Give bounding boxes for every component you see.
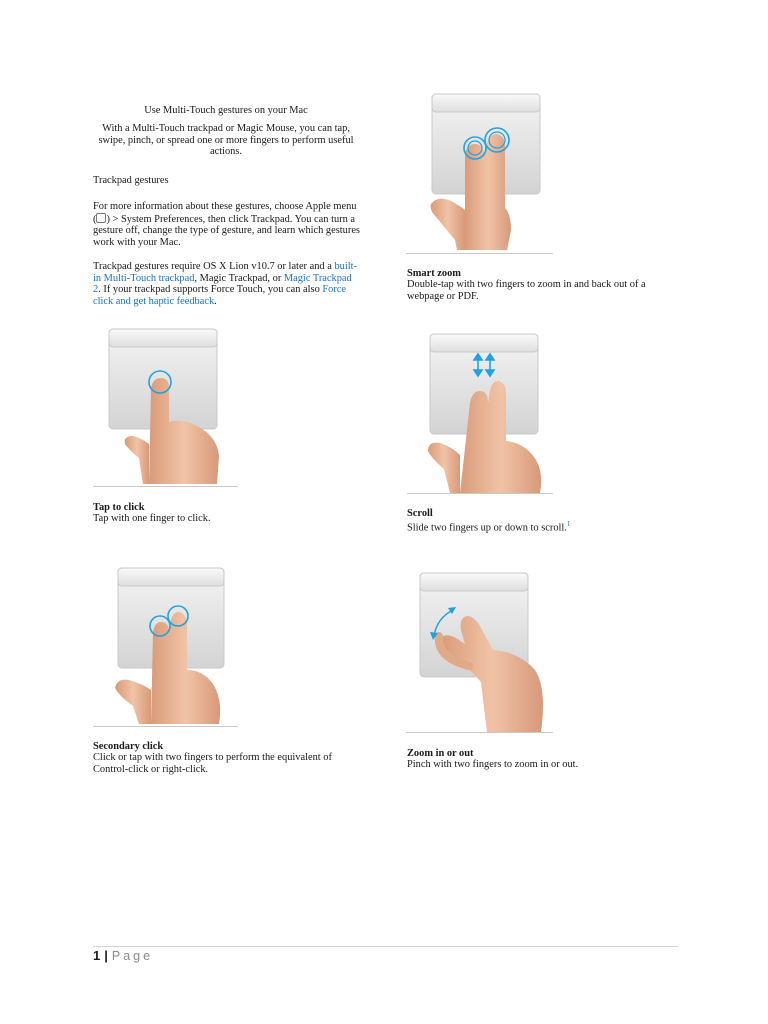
smart-zoom-desc-line: Double-tap with two fingers to zoom in and back out of a bbox=[407, 279, 646, 290]
smart-zoom-illustration bbox=[407, 90, 553, 255]
force-click-link[interactable]: Force bbox=[322, 284, 347, 296]
scroll-desc-text: Slide two fingers up or down to scroll. bbox=[407, 522, 567, 534]
scroll-description bbox=[407, 519, 570, 534]
req-line bbox=[93, 273, 368, 285]
footer-divider bbox=[93, 946, 678, 947]
tap-to-click-description: Tap with one finger to click. bbox=[93, 513, 211, 524]
secondary-click-illustration bbox=[93, 566, 239, 728]
divider bbox=[93, 486, 238, 487]
secondary-click-description bbox=[93, 752, 368, 775]
divider bbox=[407, 493, 553, 494]
tap-to-click-illustration bbox=[93, 326, 239, 488]
intro-title: Use Multi-Touch gestures on your Mac bbox=[144, 105, 308, 116]
scroll-title: Scroll bbox=[407, 508, 433, 519]
info-line: gesture off, change the type of gesture, and learn which gestures bbox=[93, 225, 360, 237]
page-number: 1 bbox=[93, 948, 101, 963]
page-label: Page bbox=[111, 949, 154, 963]
intro-lead bbox=[92, 123, 360, 158]
built-in-trackpad-link[interactable]: built- bbox=[334, 261, 357, 272]
zoom-illustration bbox=[407, 570, 553, 735]
req-line bbox=[93, 284, 368, 296]
req-text: Trackpad gestures require OS X Lion v10.7 or later and a bbox=[93, 261, 335, 272]
page-footer bbox=[93, 947, 153, 965]
footer-separator: | bbox=[104, 948, 108, 963]
force-click-link[interactable]: click and get haptic feedback bbox=[93, 295, 215, 307]
info-text: ) > System Preferences, then click Trackpad. You can turn a bbox=[106, 213, 356, 225]
scroll-footnote[interactable]: 1 bbox=[566, 520, 571, 528]
magic-trackpad-2-link[interactable]: Magic Trackpad bbox=[283, 272, 352, 284]
magic-trackpad-2-link[interactable]: 2 bbox=[93, 284, 99, 296]
built-in-trackpad-link[interactable]: in Multi-Touch trackpad bbox=[93, 272, 195, 284]
info-text: ( bbox=[93, 213, 97, 225]
info-paragraph bbox=[93, 201, 368, 248]
tap-to-click-title: Tap to click bbox=[93, 502, 145, 513]
smart-zoom-title: Smart zoom bbox=[407, 268, 461, 279]
info-line bbox=[93, 213, 368, 226]
req-text: . If your trackpad supports Force Touch, you can also bbox=[98, 284, 323, 296]
scroll-illustration bbox=[408, 331, 554, 496]
info-line: For more information about these gestures, choose Apple menu bbox=[93, 201, 357, 212]
req-line bbox=[93, 261, 368, 273]
info-line: work with your Mac. bbox=[93, 236, 181, 248]
smart-zoom-description bbox=[407, 279, 687, 302]
smart-zoom-desc-line: webpage or PDF. bbox=[407, 290, 479, 302]
zoom-description: Pinch with two fingers to zoom in or out. bbox=[407, 759, 579, 770]
apple-menu-icon bbox=[96, 213, 106, 223]
secondary-click-desc-line: Control-click or right-click. bbox=[93, 763, 209, 775]
intro-lead-line: swipe, pinch, or spread one or more fingers to perform useful bbox=[98, 134, 354, 146]
intro-lead-line: actions. bbox=[209, 146, 243, 158]
req-line bbox=[93, 296, 368, 308]
section-heading: Trackpad gestures bbox=[93, 175, 169, 186]
intro-lead-line: With a Multi-Touch trackpad or Magic Mouse, you can tap, bbox=[102, 123, 350, 134]
req-text: , Magic Trackpad, or bbox=[194, 272, 284, 284]
secondary-click-title: Secondary click bbox=[93, 741, 164, 752]
divider bbox=[406, 732, 553, 733]
divider bbox=[93, 726, 238, 727]
secondary-click-desc-line: Click or tap with two fingers to perform the equivalent of bbox=[93, 752, 332, 763]
zoom-title: Zoom in or out bbox=[407, 748, 474, 759]
requirements-paragraph bbox=[93, 261, 368, 307]
divider bbox=[406, 253, 553, 254]
req-text: . bbox=[214, 295, 217, 307]
